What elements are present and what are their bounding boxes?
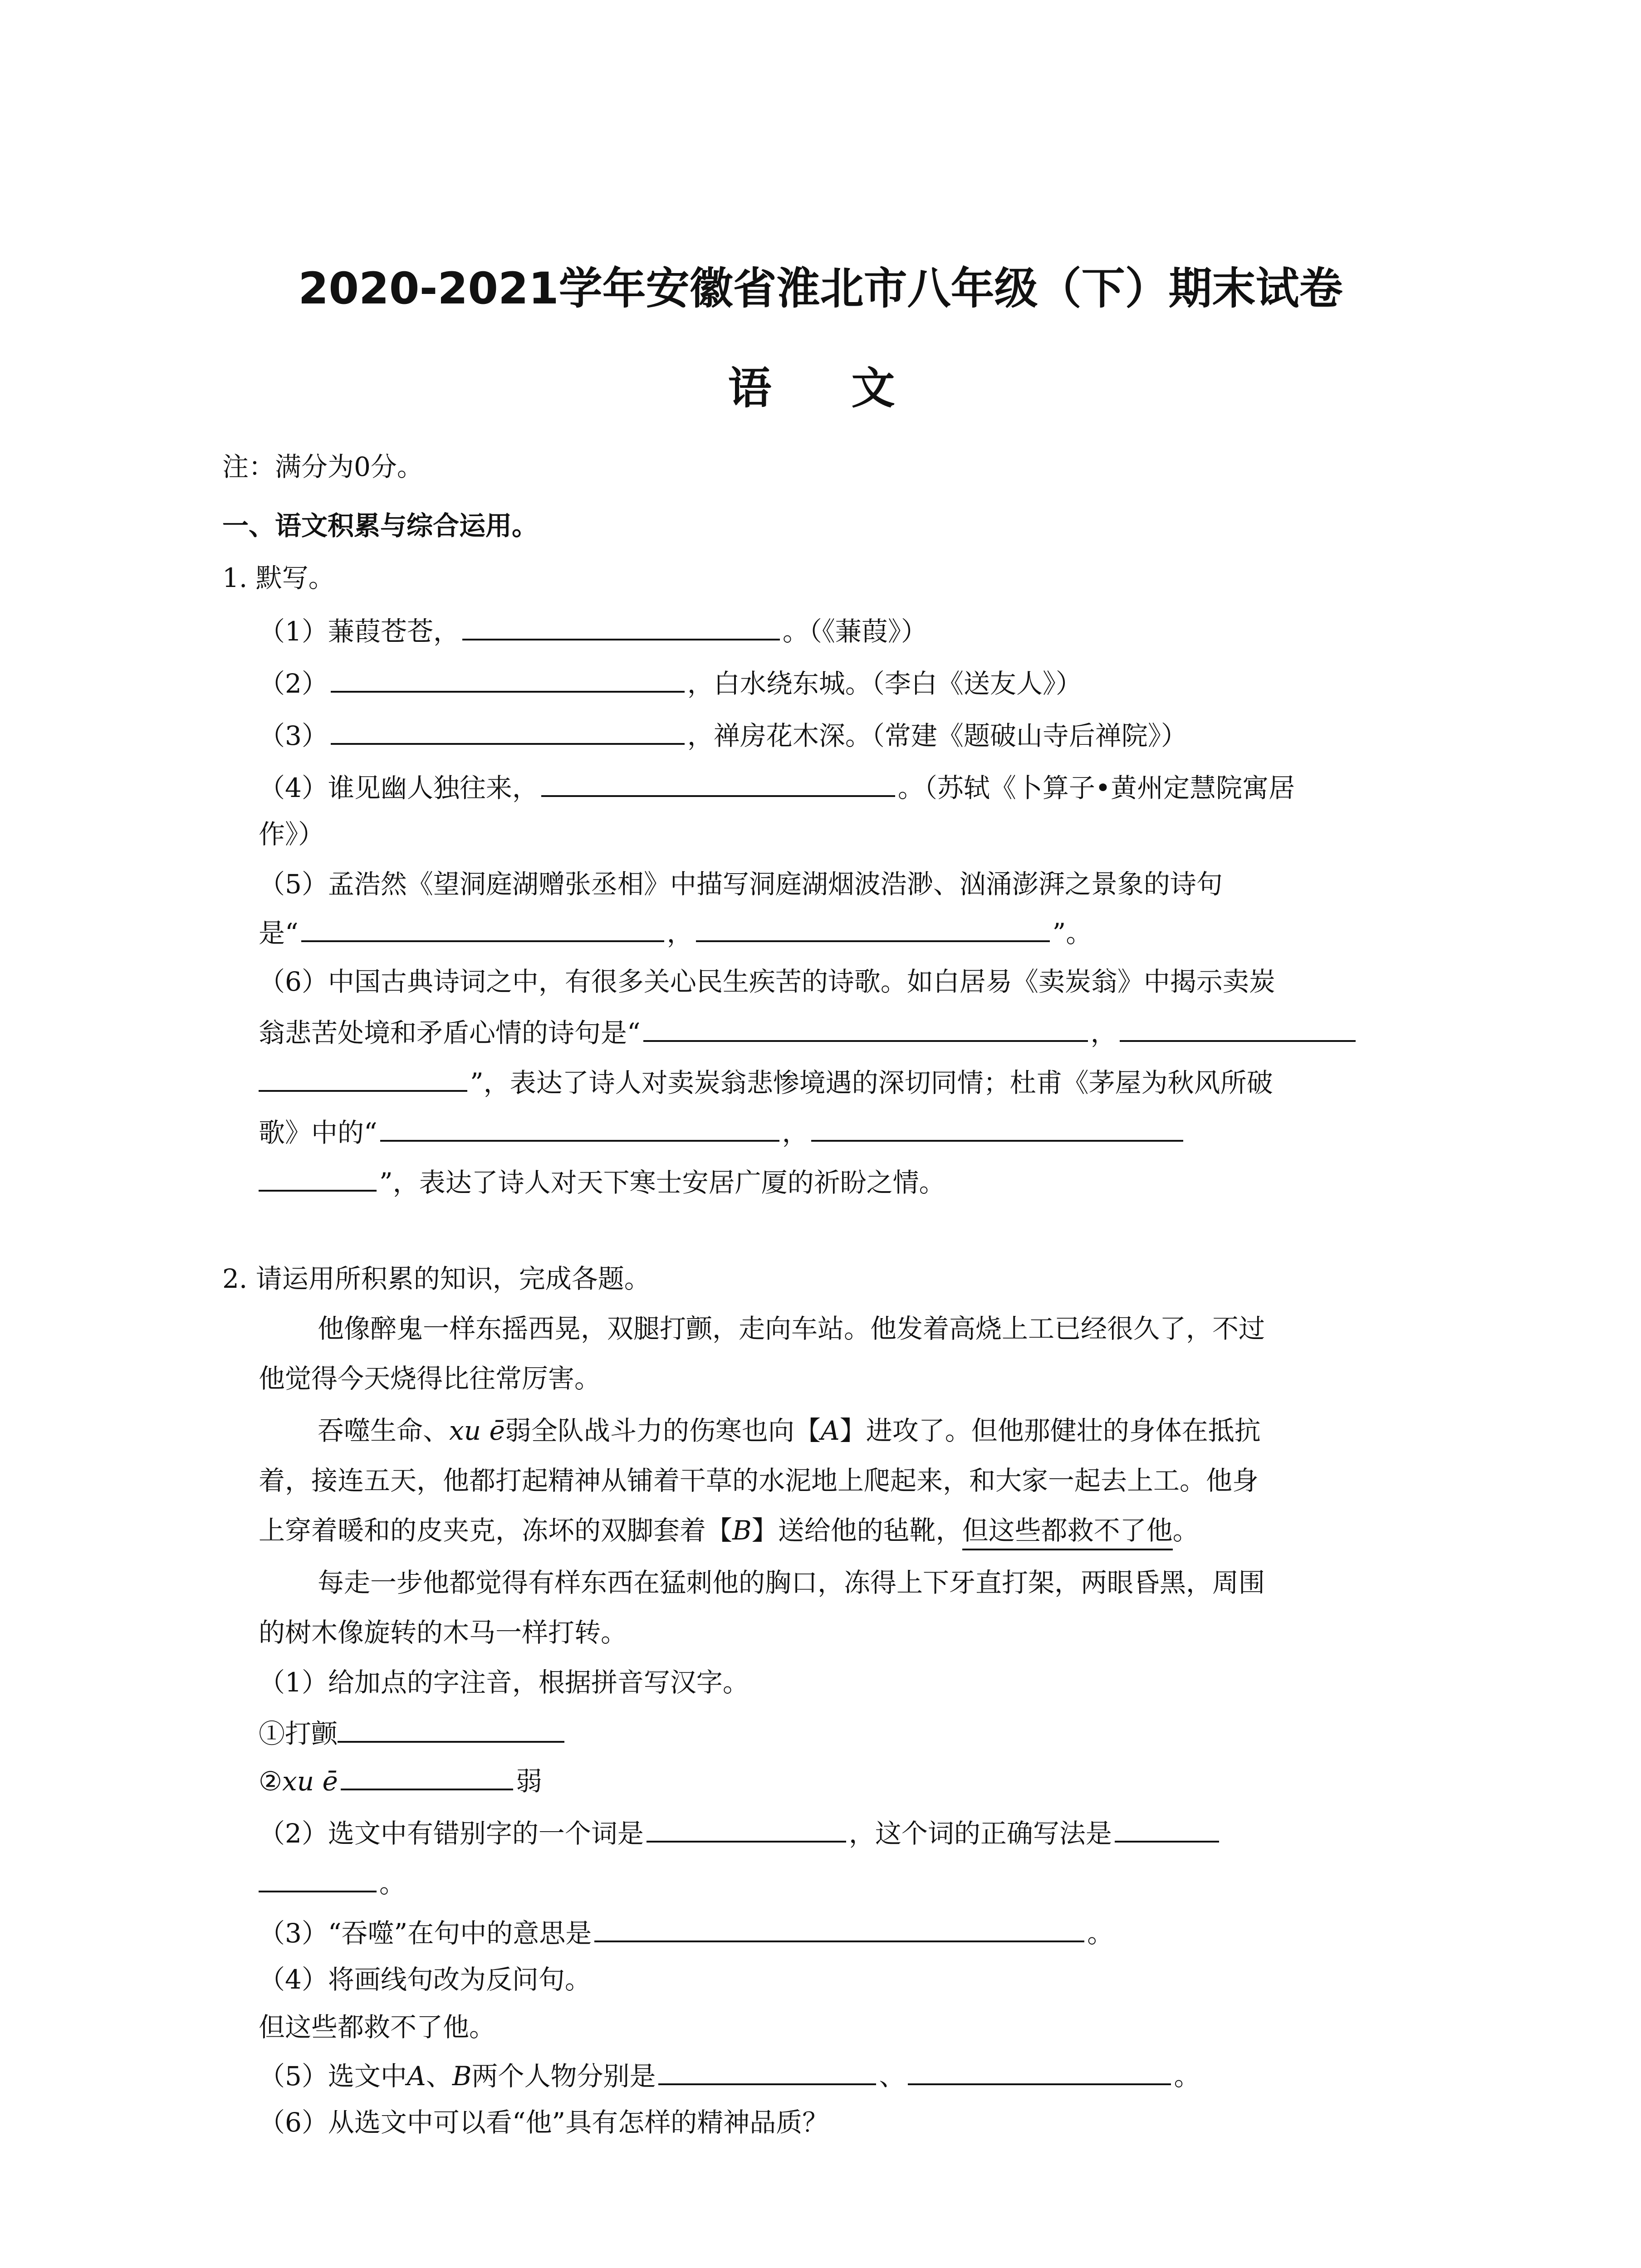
q1-2-prefix: （2）: [259, 668, 328, 699]
passage-para-3-cont: 的树木像旋转的木马一样打转。: [259, 1617, 627, 1648]
text: 】进攻了。但他那健壮的身体在抵抗: [839, 1415, 1261, 1446]
text: 、: [426, 2061, 452, 2092]
q2-sub-1: （1）给加点的字注音，根据拼音写汉字。: [259, 1667, 749, 1698]
text: 上穿着暖和的皮夹克，冻坏的双脚套着【: [259, 1515, 733, 1546]
q1-item-4-cont: 作》）: [259, 819, 325, 850]
text: 吞噬生命、: [318, 1415, 450, 1446]
answer-blank[interactable]: [331, 721, 685, 745]
q2-sub-2: [259, 1819, 1222, 1847]
text: （2）选文中有错别字的一个词是: [259, 1818, 644, 1849]
q1-item-6-line3: [259, 1068, 1273, 1096]
answer-blank[interactable]: [594, 1919, 1084, 1942]
pinyin: xu ē: [282, 1766, 338, 1797]
q1-6-comma2: ，: [782, 1117, 808, 1148]
q1-item-1: [259, 617, 927, 645]
q1-item-6: （6）中国古典诗词之中，有很多关心民生疾苦的诗歌。如白居易《卖炭翁》中揭示卖炭: [259, 966, 1275, 997]
marker-b: B: [732, 1515, 752, 1546]
section-heading: 一、语文积累与综合运用。: [222, 510, 539, 541]
q1-6-end: ”，表达了诗人对天下寒士安居广厦的祈盼之情。: [379, 1167, 945, 1198]
q1-6-comma: ，: [1090, 1017, 1117, 1048]
text: 、: [879, 2061, 906, 2092]
underlined-sentence: 但这些都救不了他: [962, 1515, 1173, 1550]
text: 。: [379, 1868, 406, 1899]
text: 弱: [515, 1766, 542, 1797]
answer-blank[interactable]: [259, 1168, 377, 1192]
passage-para-2: [318, 1415, 1261, 1446]
q1-6-open: 翁悲苦处境和矛盾心情的诗句是“: [259, 1017, 641, 1048]
q1-item-4: [259, 773, 1295, 801]
answer-blank[interactable]: [380, 1118, 779, 1142]
answer-blank[interactable]: [462, 617, 780, 640]
q2-sub-4-sentence: 但这些都救不了他。: [259, 2012, 496, 2043]
answer-blank[interactable]: [301, 919, 664, 942]
q2-sub-1-item-2: [259, 1766, 542, 1797]
answer-blank[interactable]: [811, 1118, 1183, 1142]
answer-blank[interactable]: [541, 773, 895, 797]
answer-blank[interactable]: [696, 919, 1050, 942]
passage-para-1-cont: 他觉得今天烧得比往常厉害。: [259, 1363, 601, 1394]
q2-sub-5: [259, 2061, 1200, 2092]
score-note: 注：满分为0分。: [222, 451, 423, 482]
answer-blank[interactable]: [331, 669, 685, 693]
subject-title: 语 文: [728, 363, 913, 414]
answer-blank[interactable]: [647, 1819, 846, 1843]
q2-sub-1-item-1: [259, 1719, 567, 1747]
q2-sub-6: （6）从选文中可以看“他”具有怎样的精神品质？: [259, 2107, 829, 2138]
text: ①打颤: [259, 1718, 338, 1749]
q1-item-6-line4: [259, 1118, 1186, 1146]
answer-blank[interactable]: [908, 2062, 1171, 2085]
passage-para-3: 每走一步他都觉得有样东西在猛刺他的胸口，冻得上下牙直打架，两眼昏黑，周围: [318, 1567, 1265, 1598]
q2-sub-4: （4）将画线句改为反问句。: [259, 1964, 591, 1995]
passage-para-1: 他像醉鬼一样东摇西晃，双腿打颤，走向车站。他发着高烧上工已经很久了，不过: [318, 1313, 1265, 1344]
passage-para-2-line2: 着，接连五天，他都打起精神从铺着干草的水泥地上爬起来，和大家一起去上工。他身: [259, 1465, 1259, 1496]
answer-blank[interactable]: [1120, 1018, 1356, 1042]
text: 弱全队战斗力的伤寒也向【: [505, 1415, 821, 1446]
text: 两个人物分别是: [471, 2061, 656, 2092]
q1-item-2: [259, 669, 1082, 697]
answer-blank[interactable]: [338, 1719, 564, 1743]
q1-3-prefix: （3）: [259, 720, 328, 751]
answer-blank[interactable]: [1115, 1819, 1219, 1843]
marker-b: B: [452, 2061, 472, 2092]
text: 。: [1174, 2061, 1200, 2092]
q1-6-quote: 歌》中的“: [259, 1117, 377, 1148]
q1-5-comma: ，: [666, 918, 693, 948]
q1-5-close: ”。: [1052, 918, 1092, 948]
q1-4-prefix: （4）谁见幽人独往来，: [259, 772, 539, 803]
answer-blank[interactable]: [643, 1018, 1088, 1042]
pinyin: xu ē: [449, 1415, 505, 1446]
text: ，这个词的正确写法是: [848, 1818, 1112, 1849]
answer-blank[interactable]: [259, 1869, 377, 1892]
text: （5）选文中: [259, 2061, 407, 2092]
marker-a: A: [407, 2061, 426, 2092]
text: ②: [259, 1766, 282, 1797]
q1-1-prefix: （1）蒹葭苍苍，: [259, 616, 460, 647]
q1-4-suffix: 。（苏轼《卜算子•黄州定慧院寓居: [897, 772, 1295, 803]
q1-3-suffix: ，禅房花木深。（常建《题破山寺后禅院》）: [687, 720, 1187, 751]
question-2-label: 2. 请运用所积累的知识，完成各题。: [222, 1263, 651, 1294]
answer-blank[interactable]: [658, 2062, 876, 2085]
text: 。: [1087, 1918, 1114, 1949]
answer-blank[interactable]: [341, 1767, 513, 1790]
q2-sub-2-cont: [259, 1869, 406, 1897]
question-1-label: 1. 默写。: [222, 562, 335, 593]
q1-6-close: ”，表达了诗人对卖炭翁悲惨境遇的深切同情；杜甫《茅屋为秋风所破: [470, 1067, 1273, 1098]
q1-item-6-line5: [259, 1168, 945, 1196]
q1-item-5-cont: [259, 919, 1092, 946]
passage-para-2-line3: [259, 1517, 1199, 1544]
marker-a: A: [820, 1415, 840, 1446]
q2-sub-3: [259, 1918, 1114, 1949]
text: 】送给他的毡靴，: [751, 1515, 962, 1546]
q1-item-6-line2: [259, 1018, 1358, 1046]
text: （3）“吞噬”在句中的意思是: [259, 1918, 592, 1949]
q1-5-open: 是“: [259, 918, 299, 948]
q1-item-5: （5）孟浩然《望洞庭湖赠张丞相》中描写洞庭湖烟波浩渺、汹涌澎湃之景象的诗句: [259, 869, 1223, 899]
q1-2-suffix: ，白水绕东城。（李白《送友人》）: [687, 668, 1082, 699]
q1-item-3: [259, 721, 1187, 749]
page-title: 2020-2021学年安徽省淮北市八年级（下）期末试卷: [298, 263, 1343, 314]
text: 。: [1172, 1515, 1199, 1546]
q1-1-suffix: 。（《蒹葭》）: [782, 616, 927, 647]
answer-blank[interactable]: [259, 1068, 467, 1092]
